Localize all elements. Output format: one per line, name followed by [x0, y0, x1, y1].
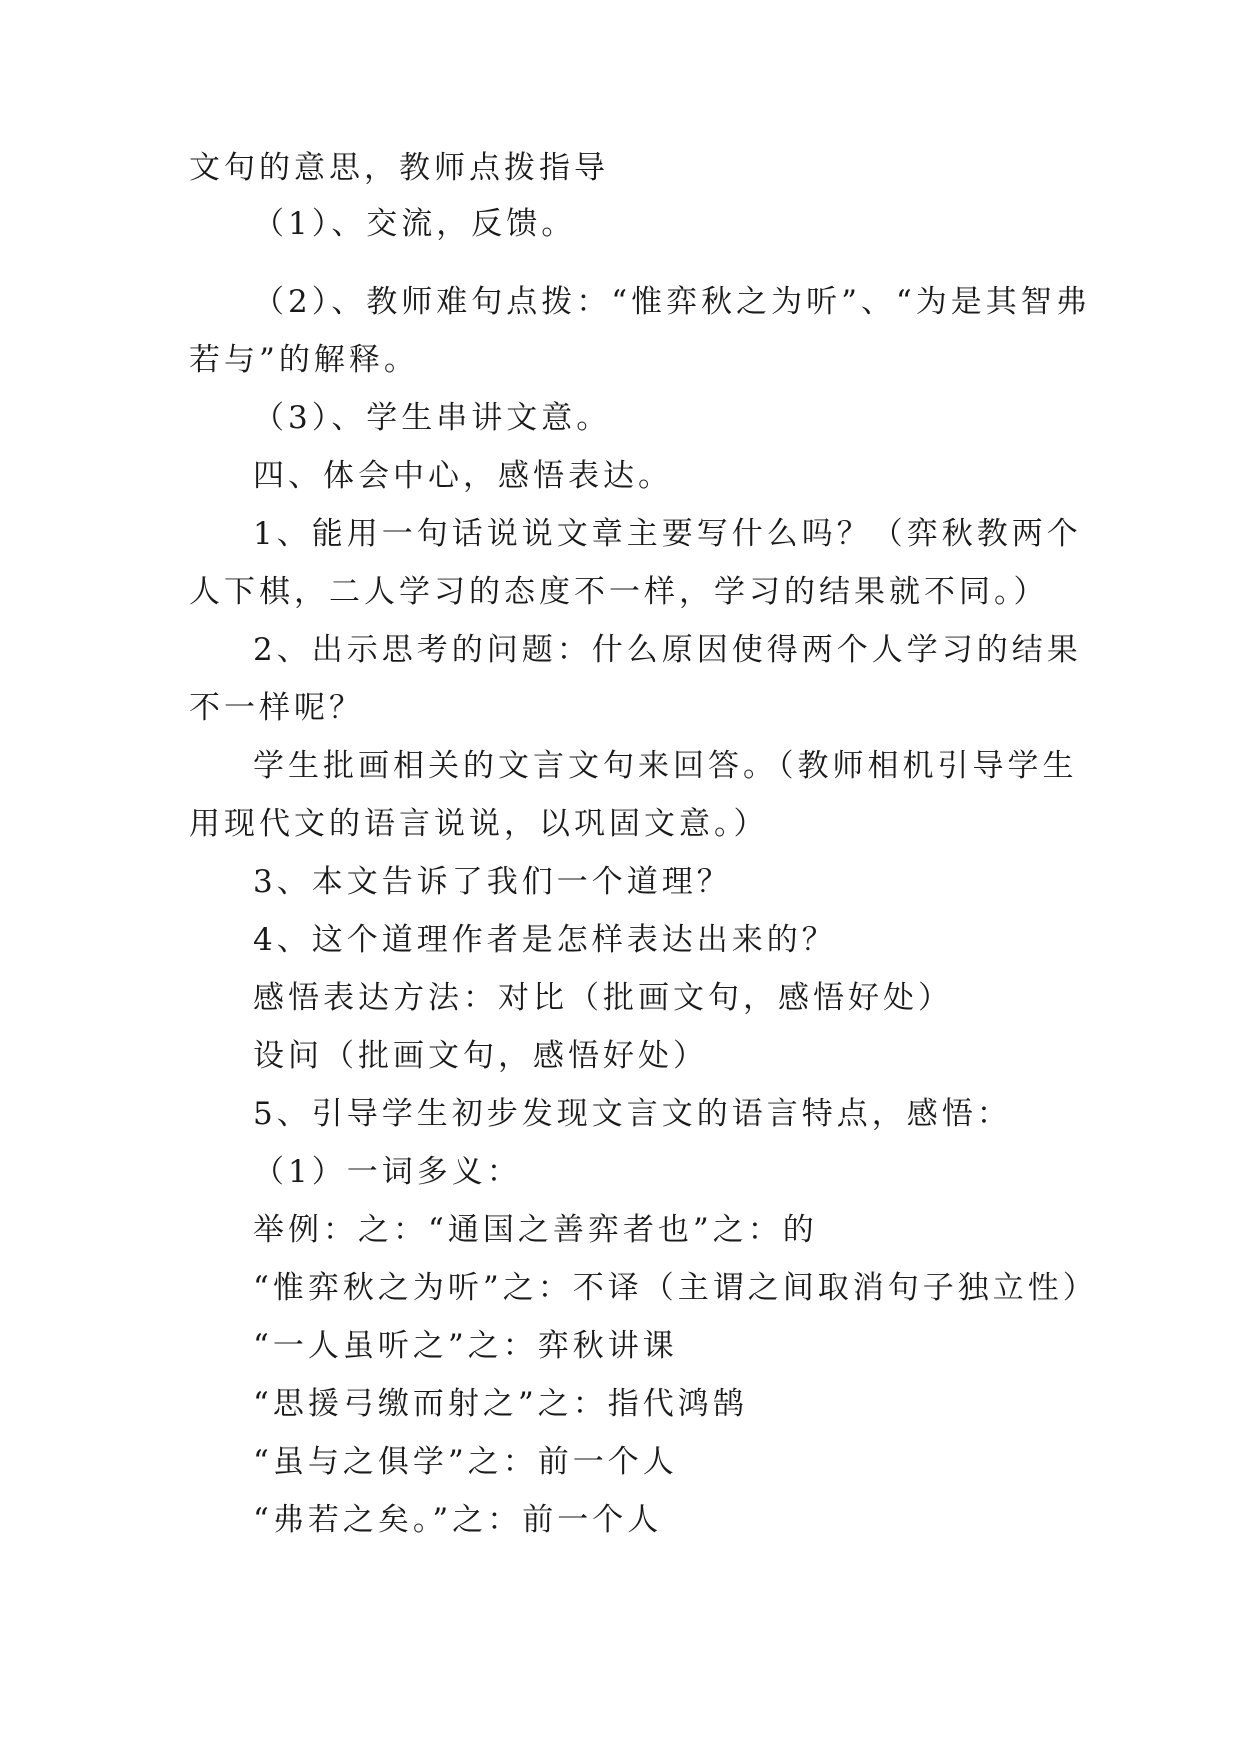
text-line-6: 四、体会中心，感悟表达。 [253, 458, 673, 494]
text-line-15: 感悟表达方法：对比（批画文句，感悟好处） [253, 980, 953, 1016]
text-line-17: 5、引导学生初步发现文言文的语言特点，感悟： [253, 1096, 1012, 1132]
text-line-24: “弗若之矣。”之：前一个人 [253, 1502, 663, 1538]
text-line-20: “惟弈秋之为听”之：不译（主谓之间取消句子独立性） [253, 1270, 1098, 1306]
text-line-3: （2）、教师难句点拨：“惟弈秋之为听”、“为是其智弗 [253, 284, 1091, 320]
text-line-16: 设问（批画文句，感悟好处） [253, 1038, 708, 1074]
text-line-14: 4、这个道理作者是怎样表达出来的？ [253, 922, 837, 958]
text-line-10: 不一样呢？ [189, 690, 364, 726]
text-line-5: （3）、学生串讲文意。 [253, 400, 612, 436]
text-line-9: 2、出示思考的问题：什么原因使得两个人学习的结果 [253, 632, 1082, 668]
text-line-2: （1）、交流，反馈。 [253, 206, 577, 242]
text-line-7: 1、能用一句话说说文章主要写什么吗？（弈秋教两个 [253, 516, 1082, 552]
text-line-1: 文句的意思，教师点拨指导 [189, 150, 609, 186]
text-line-4: 若与”的解释。 [189, 342, 419, 378]
text-line-13: 3、本文告诉了我们一个道理？ [253, 864, 732, 900]
text-line-8: 人下棋，二人学习的态度不一样，学习的结果就不同。） [189, 574, 1049, 610]
text-line-22: “思援弓缴而射之”之：指代鸿鹄 [253, 1386, 748, 1422]
text-line-11: 学生批画相关的文言文句来回答。（教师相机引导学生 [253, 748, 1078, 784]
text-line-23: “虽与之俱学”之：前一个人 [253, 1444, 678, 1480]
text-line-21: “一人虽听之”之：弈秋讲课 [253, 1328, 678, 1364]
text-line-12: 用现代文的语言说说，以巩固文意。） [189, 806, 769, 842]
text-line-19: 举例：之：“通国之善弈者也”之：的 [253, 1212, 818, 1248]
text-line-18: （1）一词多义： [253, 1154, 522, 1190]
